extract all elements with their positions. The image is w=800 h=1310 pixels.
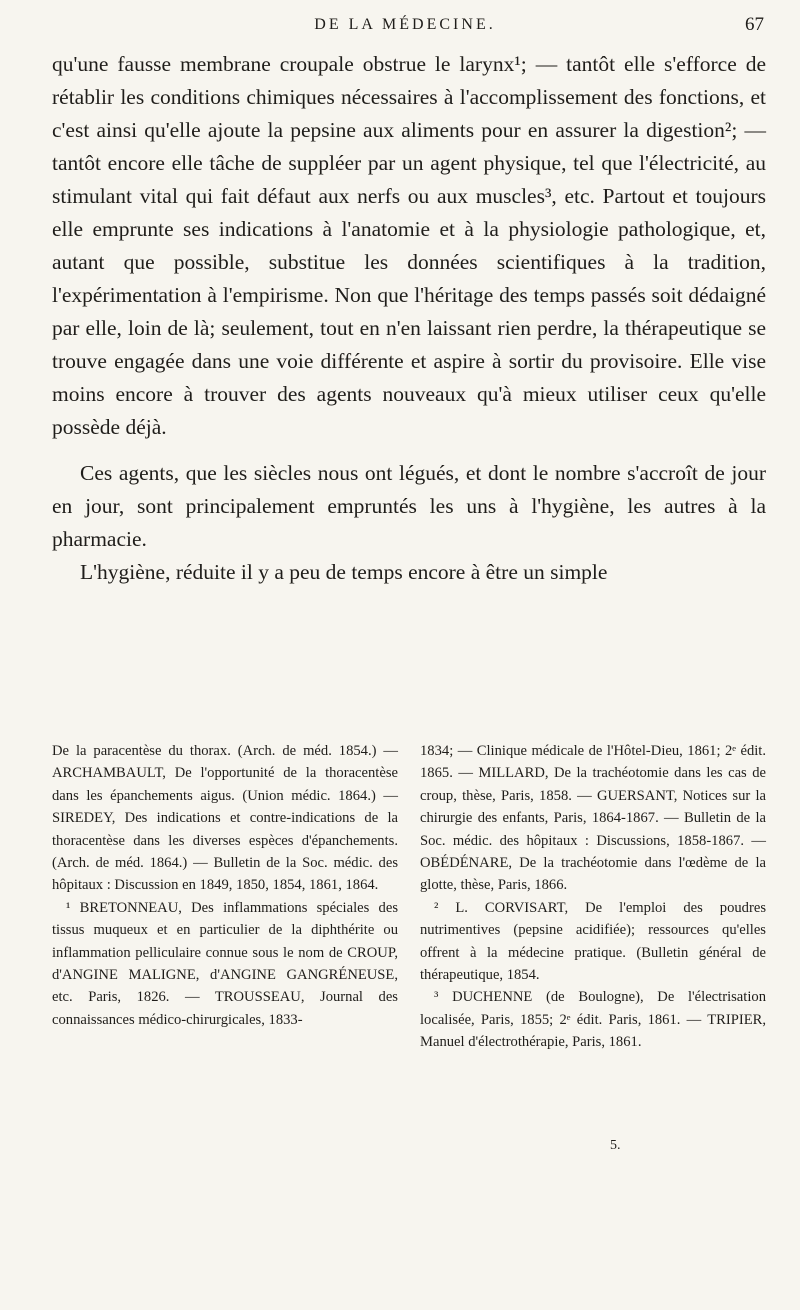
footnote-2: ² L. CORVISART, De l'emploi des poudres nutrimentives (pepsine acidifiée); ressources qu'elles offrent à la médecine pratique. (Bulletin général de thérapeutique, 1854. (420, 899, 766, 984)
main-text (52, 48, 766, 589)
page-number: 67 (745, 14, 764, 35)
page-header (40, 12, 770, 38)
paragraph: Ces agents, que les siècles nous ont légués, et dont le nombre s'accroît de jour en jour, sont principalement empruntés les uns à l'hygiène, les autres à la pharmacie. (52, 461, 766, 551)
footnote-continuation: 1834; — Clinique médicale de l'Hôtel-Dieu, 1861; 2ᵉ édit. 1865. — MILLARD, De la trachéotomie dans les cas de croup, thèse, Paris, 1858. — GUERSANT, Notices sur la chirurgie des enfants, Paris, 1864-1867. — Bulletin de la Soc. médic. des hôpitaux : Discussions, 1858-1867. — OBÉDÉNARE, De la trachéotomie dans l'œdème de la glotte, thèse, Paris, 1866. (420, 743, 766, 894)
footnote-1: ¹ BRETONNEAU, Des inflammations spéciales des tissus muqueux et en particulier de la diphthérite ou inflammation pelliculaire connue sous le nom de CROUP, d'ANGINE MALIGNE, d'ANGINE GANGRÉNEUSE, etc. Paris, 1826. — TROUSSEAU, Journal des connaissances médico-chirurgicales, 1833- (52, 899, 398, 1028)
paragraph: L'hygiène, réduite il y a peu de temps encore à être un simple (80, 560, 608, 584)
footnote-continuation: De la paracentèse du thorax. (Arch. de méd. 1854.) — ARCHAMBAULT, De l'opportunité de la thoracentèse dans les épanchements aigus. (Union médic. 1864.) — SIREDEY, Des indications et contre-indications de la thoracentèse dans les diverses espèces d'épanchements. (Arch. de méd. 1864.) — Bulletin de la Soc. médic. des hôpitaux : Discussion en 1849, 1850, 1854, 1861, 1864. (52, 743, 398, 894)
running-title: DE LA MÉDECINE. (314, 16, 496, 33)
footnote-column-left (52, 740, 398, 1054)
footnote-column-right (420, 740, 766, 1054)
footnotes (52, 740, 766, 1054)
footnote-3: ³ DUCHENNE (de Boulogne), De l'électrisation localisée, Paris, 1855; 2ᵉ édit. Paris, 1861. — TRIPIER, Manuel d'électrothérapie, Paris, 1861. (420, 989, 766, 1051)
paragraph: qu'une fausse membrane croupale obstrue le larynx¹; — tantôt elle s'efforce de rétablir les conditions chimiques nécessaires à l'accomplissement des fonctions, et c'est ainsi qu'elle ajoute la pepsine aux aliments pour en assurer la digestion²; — tantôt encore elle tâche de suppléer par un agent physique, tel que l'électricité, au stimulant vital qui fait défaut aux nerfs ou aux muscles³, etc. Partout et toujours elle emprunte ses indications à l'anatomie et à la physiologie pathologique, et, autant que possible, substitue les données scientifiques à la tradition, l'expérimentation à l'empirisme. Non que l'héritage des temps passés soit dédaigné par elle, loin de là; seulement, tout en n'en laissant rien perdre, la thérapeutique se trouve engagée dans une voie différente et aspire à sortir du provisoire. Elle vise moins encore à trouver des agents nouveaux qu'à mieux utiliser ceux qu'elle possède déjà. (52, 52, 766, 439)
signature-mark: 5. (610, 1138, 621, 1153)
